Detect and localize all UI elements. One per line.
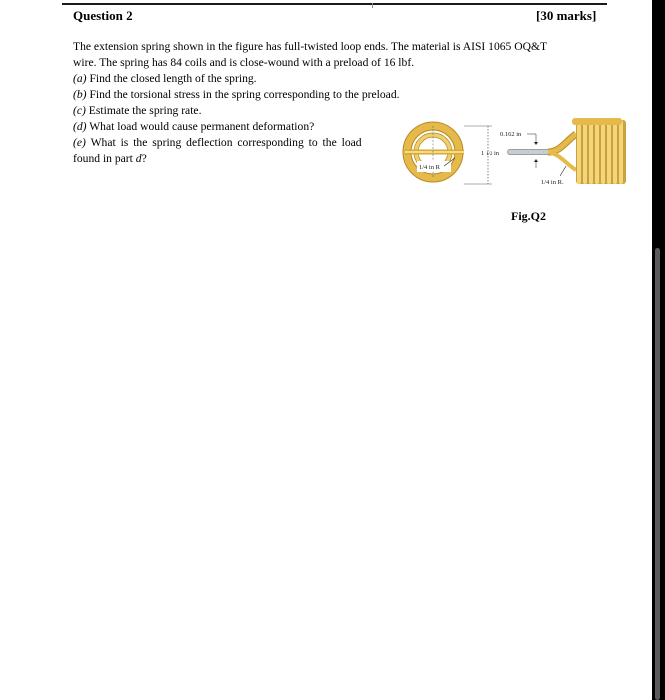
figure-caption: Fig.Q2 <box>511 209 546 223</box>
part-label: (e) <box>73 136 86 149</box>
top-rule <box>62 3 607 5</box>
loop-end-view <box>405 126 464 178</box>
part-label: (a) <box>73 72 87 85</box>
part-a <box>73 72 257 85</box>
hook-bend <box>548 134 576 152</box>
part-text: Find the torsional stress in the spring corresponding to the preload. <box>89 88 400 101</box>
problem-intro-line1: The extension spring shown in the figure has full-twisted loop ends. The material is AISI 1065 OQ&T <box>73 40 548 53</box>
part-text: What load would cause permanent deformation? <box>89 120 315 133</box>
part-e-cont-suffix: ? <box>141 152 147 165</box>
part-d <box>73 120 314 133</box>
coil-turn <box>601 120 605 184</box>
wire-dim-arrow <box>534 142 538 145</box>
vertical-scrollbar[interactable] <box>655 248 660 700</box>
left-radius-label: 1/4 in R <box>419 164 440 171</box>
spring-side-view <box>510 118 626 186</box>
coil-turn <box>595 120 599 184</box>
part-e-cont-ref: d <box>135 152 142 165</box>
right-radius-arrow <box>560 166 566 176</box>
coil-turn <box>619 120 623 184</box>
od-label-frac: 1/2 <box>486 152 493 157</box>
part-c <box>73 104 201 117</box>
od-label-whole: 1 <box>481 150 485 157</box>
od-dimension <box>464 126 500 184</box>
part-e-cont-text: found in part <box>73 152 136 165</box>
od-label-unit: in <box>494 150 500 157</box>
part-label: (b) <box>73 88 87 101</box>
problem-intro-line2: wire. The spring has 84 coils and is close-wound with a preload of 16 lbf. <box>73 56 415 69</box>
question-title: Question 2 <box>73 8 133 23</box>
coil-top-lip <box>572 118 622 125</box>
top-rule-tick <box>372 3 373 8</box>
question-marks: [30 marks] <box>536 8 597 23</box>
hook-bend-lower <box>548 152 576 170</box>
part-label: (c) <box>73 104 86 117</box>
coil-turn <box>577 120 581 184</box>
coil-turn <box>607 120 611 184</box>
coil-turn <box>613 120 617 184</box>
wire-dim-label: 0.162 in <box>500 131 522 138</box>
part-text: Estimate the spring rate. <box>88 104 202 117</box>
part-b <box>73 88 400 101</box>
spring-figure <box>400 112 630 194</box>
right-radius-label: 1/4 in R. <box>541 179 564 186</box>
coil-turn <box>589 120 593 184</box>
wire-dim-arrow-lower <box>534 159 538 162</box>
coil-turn <box>583 120 587 184</box>
part-e-continued <box>73 152 147 165</box>
part-text: Find the closed length of the spring. <box>89 72 257 85</box>
part-e <box>73 136 362 149</box>
part-label: (d) <box>73 120 87 133</box>
coil-body <box>572 118 626 184</box>
part-text: What is the spring deflection corresponding to the load <box>90 136 362 149</box>
